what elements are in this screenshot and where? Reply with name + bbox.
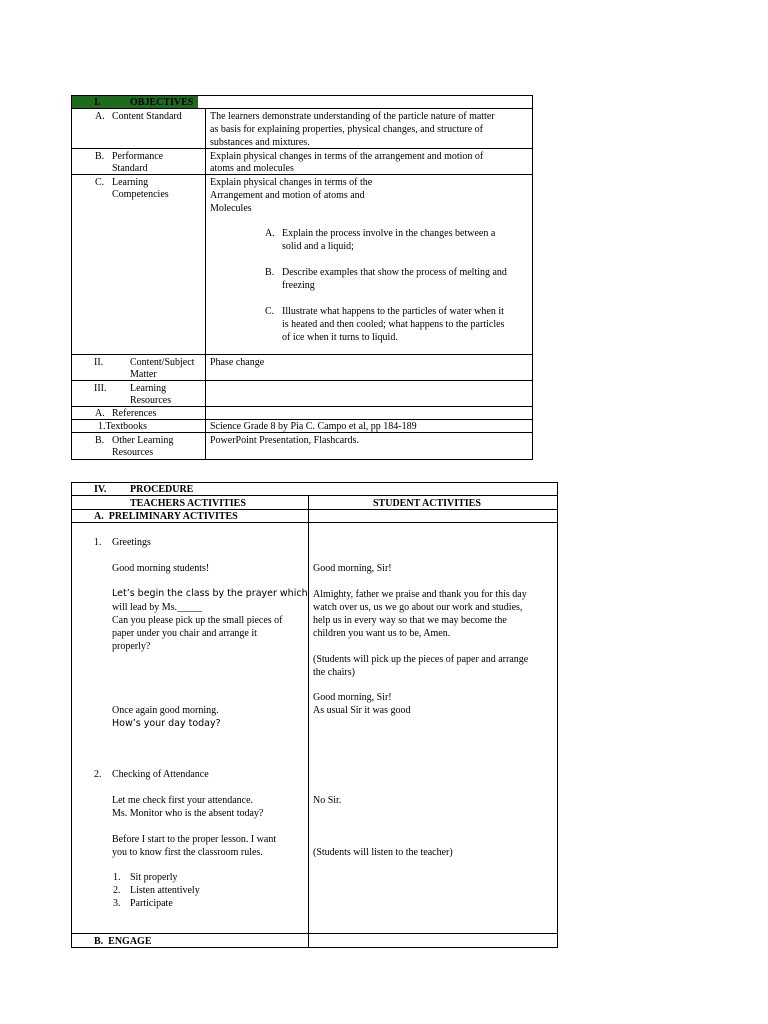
section-number: IV.	[94, 484, 107, 495]
list-marker: B.	[265, 267, 275, 278]
list-marker: 1.	[94, 537, 102, 548]
row-label: A.	[95, 408, 105, 419]
student-line: Good morning, Sir!	[313, 563, 392, 574]
row-label: III.	[94, 383, 107, 394]
content-standard-text: substances and mixtures.	[210, 137, 310, 148]
teacher-line: will lead by Ms._____	[112, 602, 202, 613]
row-title: References	[112, 408, 157, 419]
student-line: No Sir.	[313, 795, 342, 806]
objectives-header	[72, 96, 198, 108]
competency-item: solid and a liquid;	[282, 241, 354, 252]
row-title: Standard	[112, 163, 148, 174]
student-line: Almighty, father we praise and thank you for this day	[313, 589, 527, 600]
teacher-line: How’s your day today?	[112, 718, 221, 729]
competency-item: Explain the process involve in the changes between a	[282, 228, 496, 239]
list-marker: 3.	[113, 898, 121, 909]
row-title: Content/Subject	[130, 357, 195, 368]
rule-item: Participate	[130, 898, 173, 909]
teacher-line: Let’s begin the class by the prayer which	[112, 588, 308, 599]
list-marker: 1.	[113, 872, 121, 883]
student-activities-header: STUDENT ACTIVITIES	[373, 498, 481, 509]
rule-item: Listen attentively	[130, 885, 200, 896]
row-label: A.	[95, 111, 105, 122]
row-title: Resources	[112, 447, 154, 458]
list-marker: A.	[265, 228, 275, 239]
row-title: 1.Textbooks	[98, 421, 148, 432]
student-line: (Students will pick up the pieces of paper and arrange	[313, 654, 529, 665]
preliminary-activities-heading: A. PRELIMINARY ACTIVITES	[94, 511, 238, 522]
student-line: Good morning, Sir!	[313, 692, 392, 703]
competency-item: Illustrate what happens to the particles of water when it	[282, 306, 504, 317]
attendance-heading: Checking of Attendance	[112, 769, 209, 780]
row-title: Performance	[112, 151, 164, 162]
competencies-text: Arrangement and motion of atoms and	[210, 190, 365, 201]
row-title: Learning	[112, 177, 149, 188]
subject-matter-value: Phase change	[210, 357, 265, 368]
row-label: II.	[94, 357, 104, 368]
rule-item: Sit properly	[130, 872, 178, 883]
row-title: Other Learning	[112, 435, 174, 446]
student-line: watch over us, us we go about our work and studies,	[313, 602, 523, 613]
teacher-line: Good morning students!	[112, 563, 210, 574]
competency-item: freezing	[282, 280, 315, 291]
list-marker: C.	[265, 306, 275, 317]
textbook-value: Science Grade 8 by Pia C. Campo et al, pp 184-189	[210, 421, 417, 432]
competency-item: of ice when it turns to liquid.	[282, 332, 398, 343]
student-line: children you want us to be, Amen.	[313, 628, 451, 639]
row-title: Matter	[130, 369, 157, 380]
list-marker: 2.	[113, 885, 121, 896]
row-label: C.	[95, 177, 105, 188]
section-title: OBJECTIVES	[130, 97, 194, 108]
section-title: PROCEDURE	[130, 484, 194, 495]
row-title: Learning	[130, 383, 167, 394]
teacher-line: Let me check first your attendance.	[112, 795, 254, 806]
performance-standard-text: Explain physical changes in terms of the arrangement and motion of	[210, 151, 484, 162]
student-line: the chairs)	[313, 667, 355, 678]
competencies-text: Explain physical changes in terms of the	[210, 177, 373, 188]
greetings-heading: Greetings	[112, 537, 151, 548]
teacher-line: paper under you chair and arrange it	[112, 628, 257, 639]
competency-item: Describe examples that show the process of melting and	[282, 267, 507, 278]
teacher-line: properly?	[112, 641, 151, 652]
engage-heading: B. ENGAGE	[94, 936, 152, 947]
content-standard-text: as basis for explaining properties, physical changes, and structure of	[210, 124, 483, 135]
teacher-line: Ms. Monitor who is the absent today?	[112, 808, 264, 819]
row-label: B.	[95, 435, 105, 446]
competency-item: is heated and then cooled; what happens to the particles	[282, 319, 505, 330]
row-label: B.	[95, 151, 105, 162]
row-title: Competencies	[112, 189, 169, 200]
row-title: Resources	[130, 395, 172, 406]
performance-standard-text: atoms and molecules	[210, 163, 294, 174]
teacher-line: you to know first the classroom rules.	[112, 847, 263, 858]
teacher-line: Can you please pick up the small pieces of	[112, 615, 283, 626]
other-resources-value: PowerPoint Presentation, Flashcards.	[210, 435, 359, 446]
competencies-text: Molecules	[210, 203, 252, 214]
section-number: I.	[94, 97, 101, 108]
row-title: Content Standard	[112, 111, 182, 122]
teacher-line: Before I start to the proper lesson. I want	[112, 834, 277, 845]
list-marker: 2.	[94, 769, 102, 780]
teacher-line: Once again good morning.	[112, 705, 219, 716]
student-line: As usual Sir it was good	[313, 705, 411, 716]
student-line: help us in every way so that we may become the	[313, 615, 507, 626]
teacher-activities-header: TEACHERS ACTIVITIES	[130, 498, 246, 509]
content-standard-text: The learners demonstrate understanding of the particle nature of matter	[210, 111, 495, 122]
student-line: (Students will listen to the teacher)	[313, 847, 453, 858]
